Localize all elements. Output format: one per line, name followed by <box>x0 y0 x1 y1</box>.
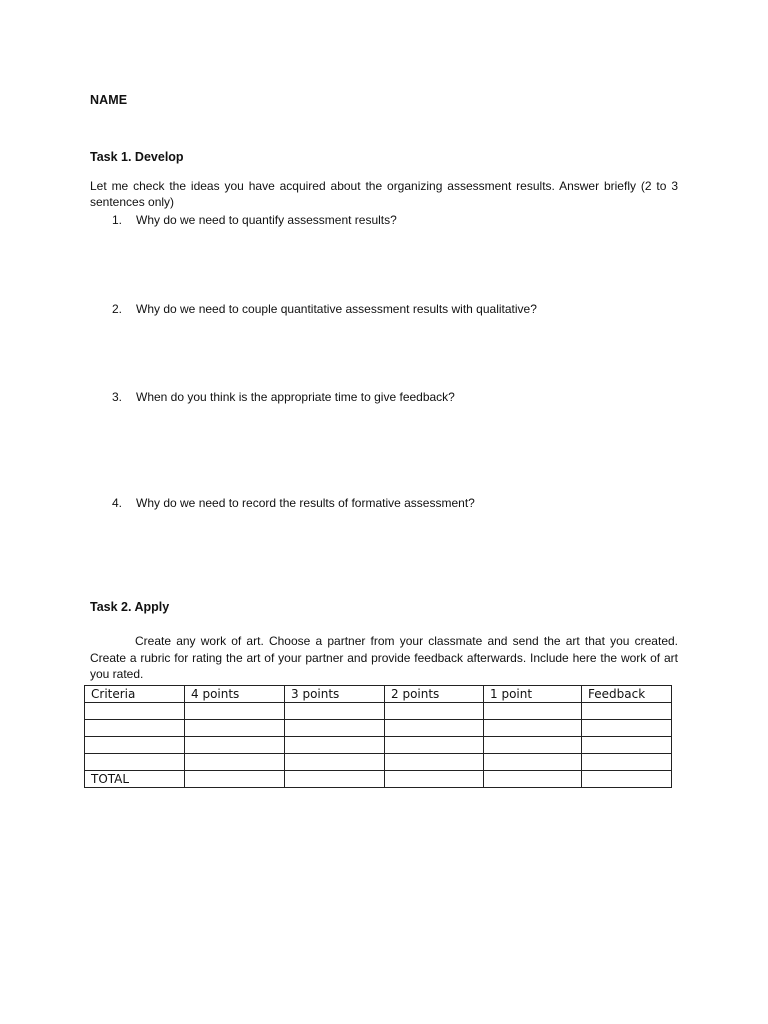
question-item <box>112 212 397 228</box>
table-cell[interactable] <box>484 771 582 788</box>
table-cell[interactable] <box>285 720 385 737</box>
header-cell-criteria: Criteria <box>85 686 185 703</box>
question-number: 2. <box>112 302 123 316</box>
table-header-row <box>85 686 672 703</box>
rubric-table <box>84 685 672 788</box>
header-cell-feedback: Feedback <box>582 686 672 703</box>
table-cell[interactable] <box>385 754 484 771</box>
table-cell[interactable] <box>185 720 285 737</box>
total-label-cell: TOTAL <box>85 771 185 788</box>
table-cell[interactable] <box>582 703 672 720</box>
question-text: Why do we need to quantify assessment results? <box>136 213 397 227</box>
table-cell[interactable] <box>185 703 285 720</box>
table-cell[interactable] <box>582 771 672 788</box>
question-number: 1. <box>112 213 123 227</box>
table-cell[interactable] <box>582 754 672 771</box>
question-number: 4. <box>112 496 123 510</box>
table-cell[interactable] <box>582 720 672 737</box>
table-cell[interactable] <box>185 771 285 788</box>
table-cell[interactable] <box>185 737 285 754</box>
table-cell[interactable] <box>85 754 185 771</box>
table-row <box>85 737 672 754</box>
table-cell[interactable] <box>385 737 484 754</box>
question-item <box>112 389 455 405</box>
header-cell-1-point: 1 point <box>484 686 582 703</box>
table-cell[interactable] <box>85 720 185 737</box>
table-cell[interactable] <box>385 771 484 788</box>
question-number: 3. <box>112 390 123 404</box>
table-cell[interactable] <box>385 720 484 737</box>
question-text: Why do we need to couple quantitative assessment results with qualitative? <box>136 302 537 316</box>
task2-instructions: Create any work of art. Choose a partner from your classmate and send the art that you created. Create a rubric for rating the art of your partner and provide feedback afterwards. Include here the work of art you rated. <box>90 634 678 681</box>
table-row <box>85 720 672 737</box>
task1-intro: Let me check the ideas you have acquired about the organizing assessment results. Answer briefly (2 to 3 sentences only) <box>90 179 678 209</box>
table-cell[interactable] <box>185 754 285 771</box>
question-text: When do you think is the appropriate time to give feedback? <box>136 390 455 404</box>
table-cell[interactable] <box>484 737 582 754</box>
table-cell[interactable] <box>285 703 385 720</box>
task1-heading: Task 1. Develop <box>90 150 184 164</box>
table-cell[interactable] <box>484 703 582 720</box>
table-cell[interactable] <box>285 737 385 754</box>
question-item <box>112 301 537 317</box>
question-item <box>112 495 475 511</box>
table-row <box>85 754 672 771</box>
table-cell[interactable] <box>85 703 185 720</box>
table-cell[interactable] <box>285 771 385 788</box>
table-cell[interactable] <box>385 703 484 720</box>
table-cell[interactable] <box>582 737 672 754</box>
table-cell[interactable] <box>85 737 185 754</box>
header-cell-2-points: 2 points <box>385 686 484 703</box>
name-label: NAME <box>90 93 128 107</box>
question-text: Why do we need to record the results of formative assessment? <box>136 496 475 510</box>
table-total-row <box>85 771 672 788</box>
header-cell-4-points: 4 points <box>185 686 285 703</box>
table-cell[interactable] <box>484 754 582 771</box>
table-cell[interactable] <box>285 754 385 771</box>
table-cell[interactable] <box>484 720 582 737</box>
table-row <box>85 703 672 720</box>
header-cell-3-points: 3 points <box>285 686 385 703</box>
task2-heading: Task 2. Apply <box>90 600 170 614</box>
